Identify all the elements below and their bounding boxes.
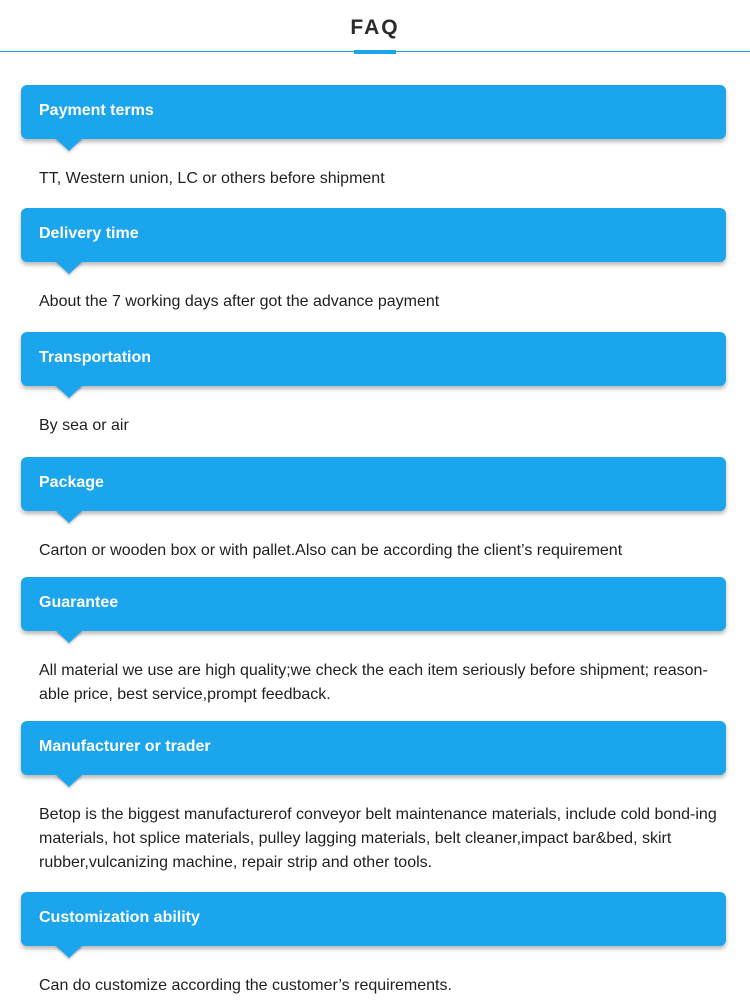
callout-pointer	[55, 385, 83, 398]
callout-pointer	[55, 261, 83, 274]
callout-pointer	[55, 630, 83, 643]
question-label: Guarantee	[39, 594, 119, 611]
question-label: Customization ability	[39, 909, 200, 926]
question-label: Payment terms	[39, 102, 154, 119]
faq-question-delivery-time	[21, 208, 726, 262]
faq-answer-transportation: By sea or air	[39, 417, 129, 434]
faq-answer-package: Carton or wooden box or with pallet.Also can be according the client’s requirement	[39, 542, 623, 559]
faq-answer-payment-terms: TT, Western union, LC or others before shipment	[39, 170, 385, 187]
faq-question-manufacturer-or-trader	[21, 721, 726, 775]
question-label: Delivery time	[39, 225, 139, 242]
faq-answer-manufacturer-or-trader: Betop is the biggest manufacturerof conveyor belt maintenance materials, include cold bond-ing materials, hot splice materials, pulley lagging materials, belt cleaner,impact bar&bed, skirt rubber,vulcanizing machine, repair strip and other tools.	[39, 806, 717, 871]
faq-question-transportation	[21, 332, 726, 386]
question-label: Package	[39, 474, 104, 491]
faq-question-guarantee	[21, 577, 726, 631]
faq-header	[0, 0, 750, 56]
faq-question-package	[21, 457, 726, 511]
callout-pointer	[55, 138, 83, 151]
faq-question-customization-ability	[21, 892, 726, 946]
title-underline	[354, 50, 396, 54]
callout-pointer	[55, 774, 83, 787]
question-label: Manufacturer or trader	[39, 738, 211, 755]
question-label: Transportation	[39, 349, 152, 366]
callout-pointer	[55, 510, 83, 523]
faq-question-payment-terms	[21, 85, 726, 139]
faq-answer-guarantee: All material we use are high quality;we check the each item seriously before shipment; reason-able price, best service,prompt feedback.	[39, 662, 708, 703]
faq-answer-customization-ability: Can do customize according the customer’s requirements.	[39, 977, 452, 994]
faq-answer-delivery-time: About the 7 working days after got the advance payment	[39, 293, 440, 310]
page-title: FAQ	[350, 16, 400, 39]
callout-pointer	[55, 945, 83, 958]
